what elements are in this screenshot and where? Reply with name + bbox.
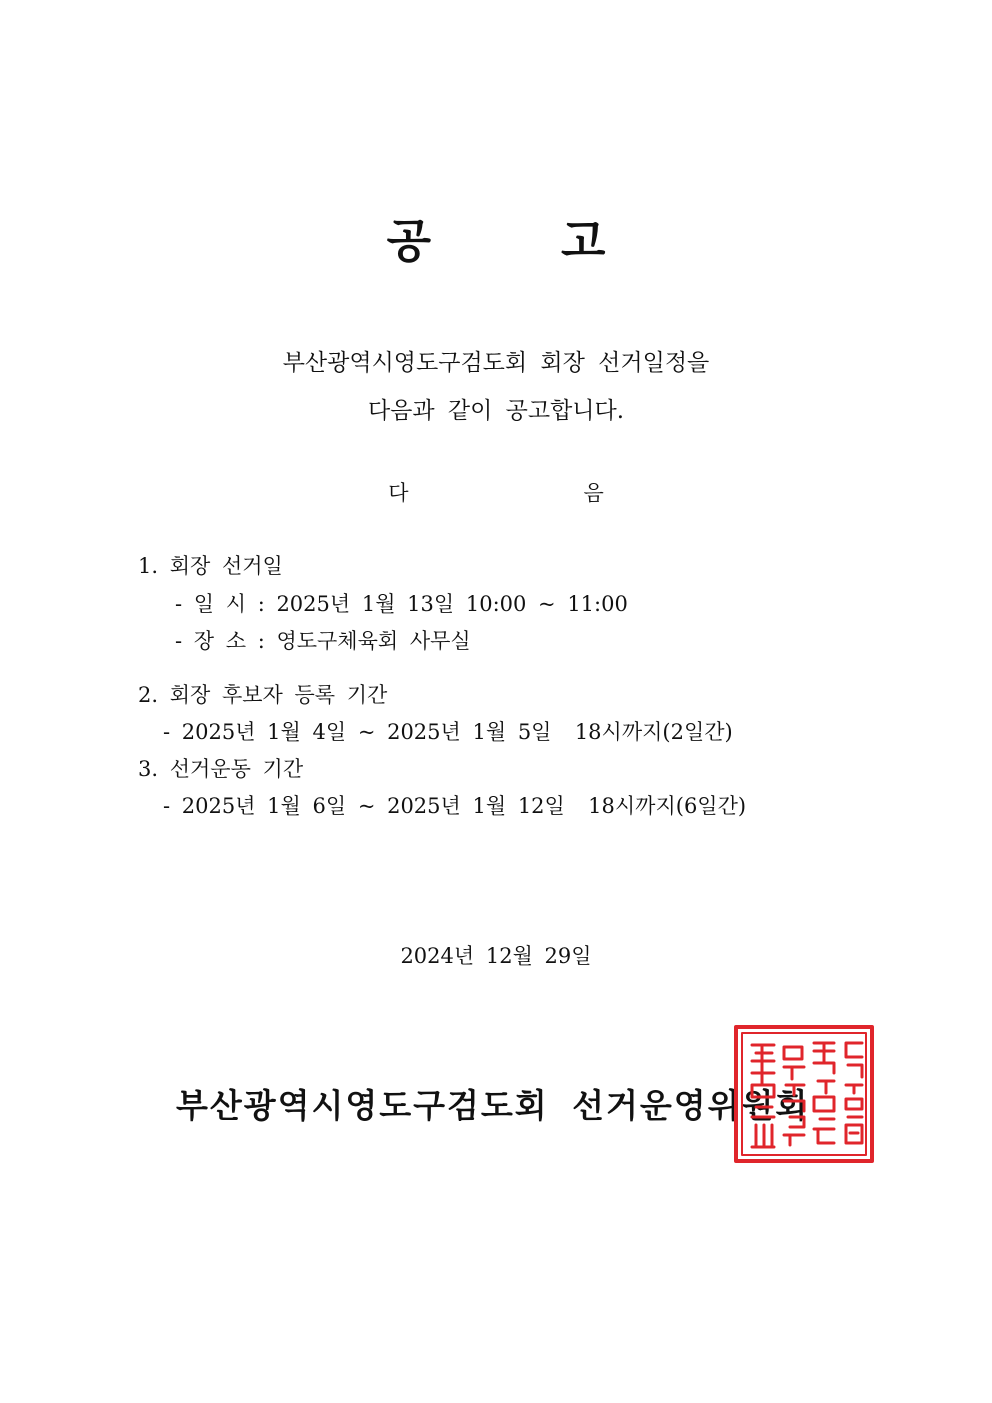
section-1-heading: 1. 회장 선거일 xyxy=(138,554,283,578)
section-2-period: - 2025년 1월 4일 ~ 2025년 1월 5일 18시까지(2일간) xyxy=(163,720,733,744)
daeum-char-1: 다 xyxy=(388,481,409,505)
section-3-period: - 2025년 1월 6일 ~ 2025년 1월 12일 18시까지(6일간) xyxy=(163,794,747,818)
section-1-location: - 장 소 : 영도구체육회 사무실 xyxy=(175,629,471,653)
intro-line-1: 부산광역시영도구검도회 회장 선거일정을 xyxy=(282,350,710,376)
notice-date: 2024년 12월 29일 xyxy=(400,944,592,968)
title-char-1: 공 xyxy=(386,214,431,268)
issuer-name: 부산광역시영도구검도회 선거운영위원회 xyxy=(176,1086,810,1125)
section-1-datetime: - 일 시 : 2025년 1월 13일 10:00 ~ 11:00 xyxy=(175,592,628,616)
title-char-2: 고 xyxy=(561,214,606,268)
section-3-heading: 3. 선거운동 기간 xyxy=(138,757,304,781)
official-seal-icon xyxy=(734,1025,874,1163)
section-2-heading: 2. 회장 후보자 등록 기간 xyxy=(138,683,388,707)
daeum-char-2: 음 xyxy=(583,481,604,505)
intro-line-2: 다음과 같이 공고합니다. xyxy=(367,398,625,424)
daeum-heading xyxy=(0,477,992,507)
document-title xyxy=(0,205,992,271)
